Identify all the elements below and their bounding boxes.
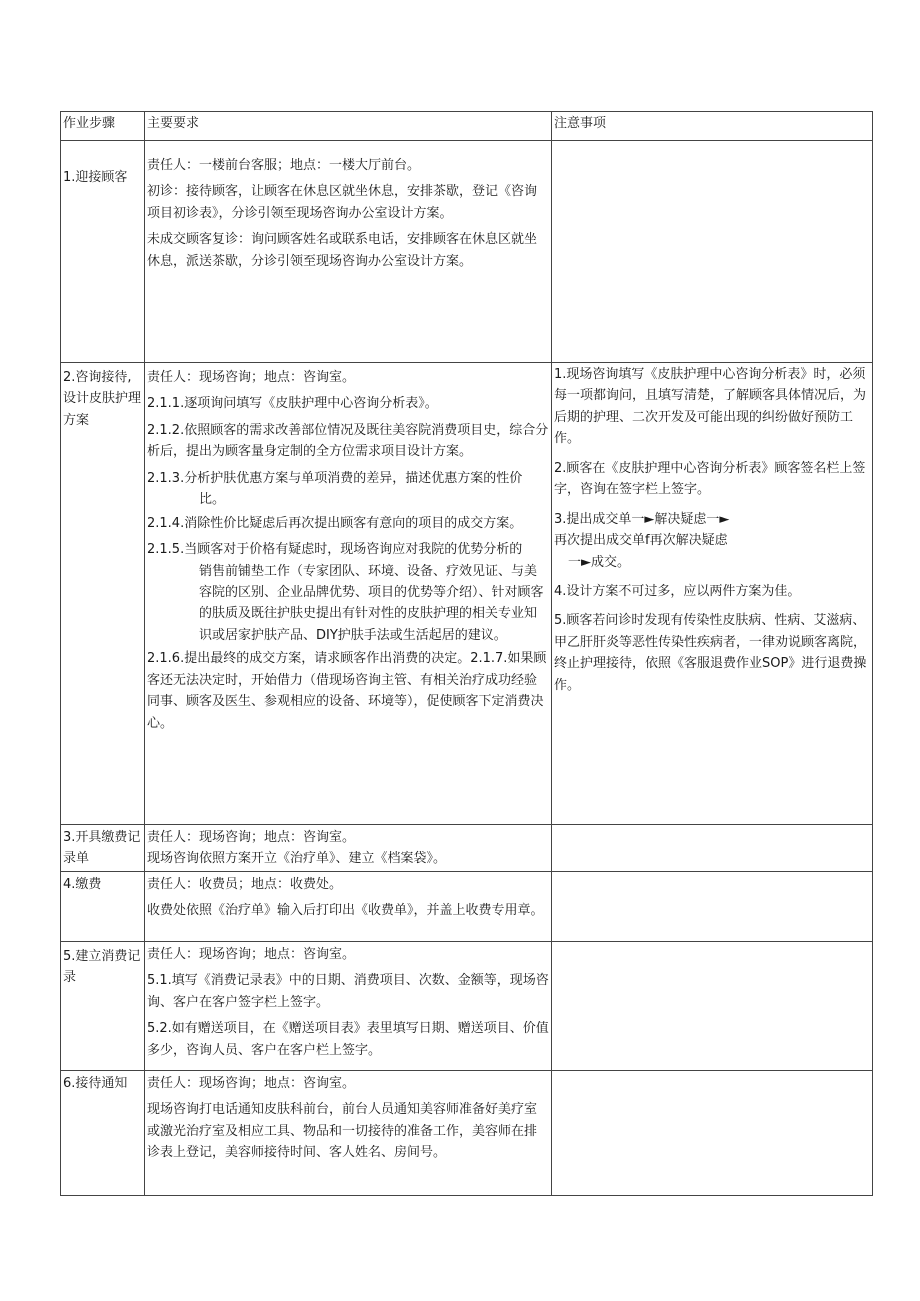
table-row (61, 141, 873, 363)
step-cell: 6.接待通知 (61, 1070, 145, 1195)
table-row (61, 1070, 873, 1195)
requirement-line: 现场咨询依照方案开立《治疗单》、建立《档案袋》。 (147, 851, 447, 867)
notes-cell (552, 825, 873, 872)
note-line: 1.现场咨询填写《皮肤护理中心咨询分析表》时，必须每一项都询问，且填写清楚，了解顾客具体情况后，为后期的护理、二次开发及可能出现的纠纷做好预防工作。 (554, 367, 867, 447)
requirements-cell (145, 1070, 552, 1195)
requirement-line: 责任人：现场咨询；地点：咨询室。 (147, 946, 356, 962)
table-header-row (61, 112, 873, 141)
requirement-line: 销售前铺垫工作（专家团队、环境、设备、疗效见证、与美容院的区别、企业品牌优势、项目的优势等介绍）、针对顾客的肤质及既往护肤史提出有针对性的皮肤护理的相关专业知识或居家护肤产品、DIY护肤手法或生活起居的建议。 (199, 563, 544, 643)
requirement-line: 2.1.2.依照顾客的需求改善部位情况及既往美容院消费项目史，综合分析后，提出为顾客量身定制的全方位需求项目设计方案。 (147, 422, 549, 460)
header-notes: 注意事项 (552, 112, 873, 141)
note-line: 再次提出成交单f再次解决疑虑 (554, 533, 728, 549)
notes-cell (552, 871, 873, 941)
requirement-line: 初诊：接待顾客，让顾客在休息区就坐休息，安排茶歇，登记《咨询项目初诊表》，分诊引领至现场咨询办公室设计方案。 (147, 184, 538, 221)
notes-cell (552, 363, 873, 825)
note-line: 3.提出成交单一►解决疑虑一► (554, 511, 730, 527)
requirement-line: 现场咨询打电话通知皮肤科前台，前台人员通知美容师准备好美疗室或激光治疗室及相应工具、物品和一切接待的准备工作，美容师在排诊表上登记，美容师接待时间、客人姓名、房间号。 (147, 1102, 538, 1161)
requirement-line: 2.1.3.分析护肤优惠方案与单项消费的差异，描述优惠方案的性价 (147, 470, 523, 486)
table-row (61, 363, 873, 825)
step-cell: 2.咨询接待,设计皮肤护理方案 (61, 363, 145, 825)
requirement-line: 收费处依照《治疗单》输入后打印出《收费单》，并盖上收费专用章。 (147, 903, 544, 919)
step-cell: 1.迎接顾客 (61, 141, 145, 363)
requirement-line: 5.1.填写《消费记录表》中的日期、消费项目、次数、金额等，现场咨询、客户在客户签字栏上签字。 (147, 973, 549, 1010)
table-row (61, 871, 873, 941)
requirement-line: 2.1.6.提出最终的成交方案，请求顾客作出消费的决定。2.1.7.如果顾客还无法决定时，开始借力（借现场咨询主管、有相关治疗成功经验同事、顾客及医生、参观相应的设备、环境等），促使顾客下定消费决心。 (147, 651, 547, 731)
requirement-line: 责任人：一楼前台客服；地点：一楼大厅前台。 (147, 158, 421, 173)
requirement-line: 2.1.4.消除性价比疑虑后再次提出顾客有意向的项目的成交方案。 (147, 515, 523, 531)
sop-table (60, 111, 873, 1196)
note-line: 一►成交。 (568, 554, 630, 570)
header-step: 作业步骤 (61, 112, 145, 141)
note-line: 5.顾客若问诊时发现有传染性皮肤病、性病、艾滋病、甲乙肝肝炎等恶性传染性疾病者，一律劝说顾客离院，终止护理接待，依照《客服退费作业SOP》进行退费操作。 (554, 613, 867, 693)
header-main-requirements: 主要要求 (145, 112, 552, 141)
requirement-line: 责任人：现场咨询；地点：咨询室。 (147, 830, 356, 845)
requirement-line: 责任人：现场咨询；地点：咨询室。 (147, 370, 356, 385)
requirement-line: 责任人：收费员；地点：收费处。 (147, 876, 343, 892)
requirement-line: 2.1.1.逐项询问填写《皮肤护理中心咨询分析表》。 (147, 396, 438, 412)
notes-cell (552, 141, 873, 363)
requirement-line: 5.2.如有赠送项目，在《赠送项目表》表里填写日期、赠送项目、价值多少，咨询人员、客户在客户栏上签字。 (147, 1021, 549, 1058)
note-line: 2.顾客在《皮肤护理中心咨询分析表》顾客签名栏上签字，咨询在签字栏上签字。 (554, 460, 866, 498)
requirements-cell (145, 141, 552, 363)
table-row (61, 825, 873, 872)
requirements-cell (145, 941, 552, 1070)
requirement-line: 2.1.5.当顾客对于价格有疑虑时，现场咨询应对我院的优势分析的 (147, 542, 523, 558)
step-cell: 4.缴费 (61, 871, 145, 941)
requirements-cell (145, 825, 552, 872)
note-line: 4.设计方案不可过多，应以两件方案为佳。 (554, 583, 801, 599)
notes-cell (552, 1070, 873, 1195)
requirement-line: 比。 (199, 492, 226, 508)
step-cell: 3.开具缴费记录单 (61, 825, 145, 872)
step-cell: 5.建立消费记录 (61, 941, 145, 1070)
table-row (61, 941, 873, 1070)
requirements-cell (145, 363, 552, 825)
requirement-line: 责任人：现场咨询；地点：咨询室。 (147, 1075, 356, 1091)
requirements-cell (145, 871, 552, 941)
notes-cell (552, 941, 873, 1070)
requirement-line: 未成交顾客复诊：询问顾客姓名或联系电话，安排顾客在休息区就坐休息，派送茶歇，分诊引领至现场咨询办公室设计方案。 (147, 232, 538, 269)
